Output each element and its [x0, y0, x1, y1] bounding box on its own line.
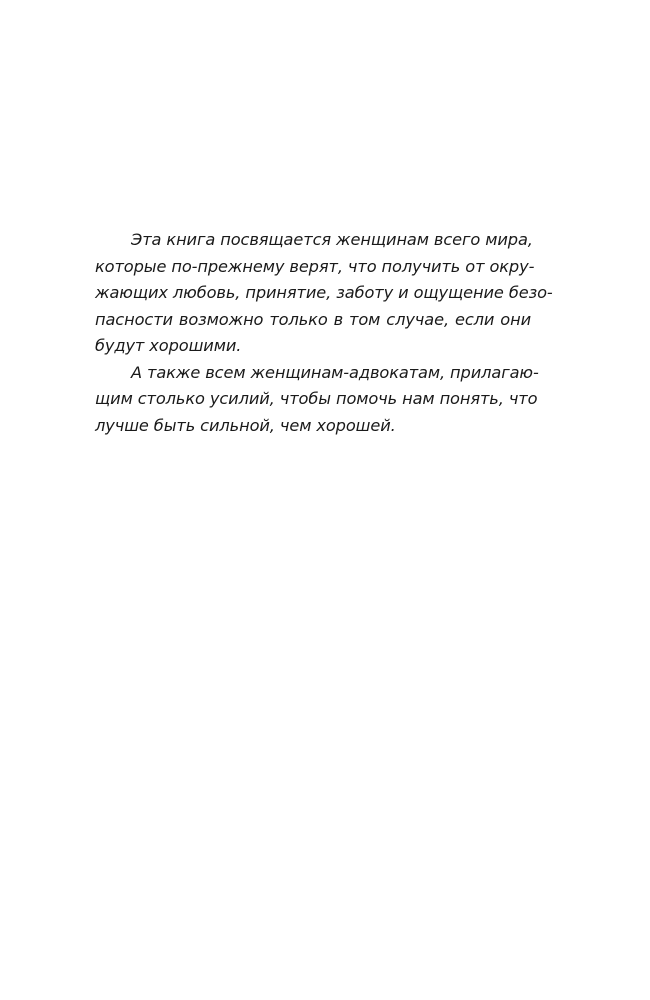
text-line: А также всем женщинам-адвокатам, прилагаю- — [131, 362, 539, 382]
text-line: щим столько усилий, чтобы помочь нам понять, что — [95, 389, 538, 408]
text-line: пасности возможно только в том случае, если они — [95, 309, 531, 329]
text-line: которые по-прежнему верят, что получить от окру- — [95, 256, 535, 276]
text-line: лучше быть сильной, чем хорошей. — [95, 415, 396, 435]
dedication-text — [95, 227, 553, 439]
dedication-paragraph-1 — [95, 227, 553, 360]
dedication-paragraph-2 — [95, 360, 539, 440]
text-line: Эта книга посвящается женщинам всего мира, — [131, 230, 533, 249]
text-line: будут хорошими. — [95, 336, 242, 355]
text-line: жающих любовь, принятие, заботу и ощущение безо- — [95, 283, 553, 302]
